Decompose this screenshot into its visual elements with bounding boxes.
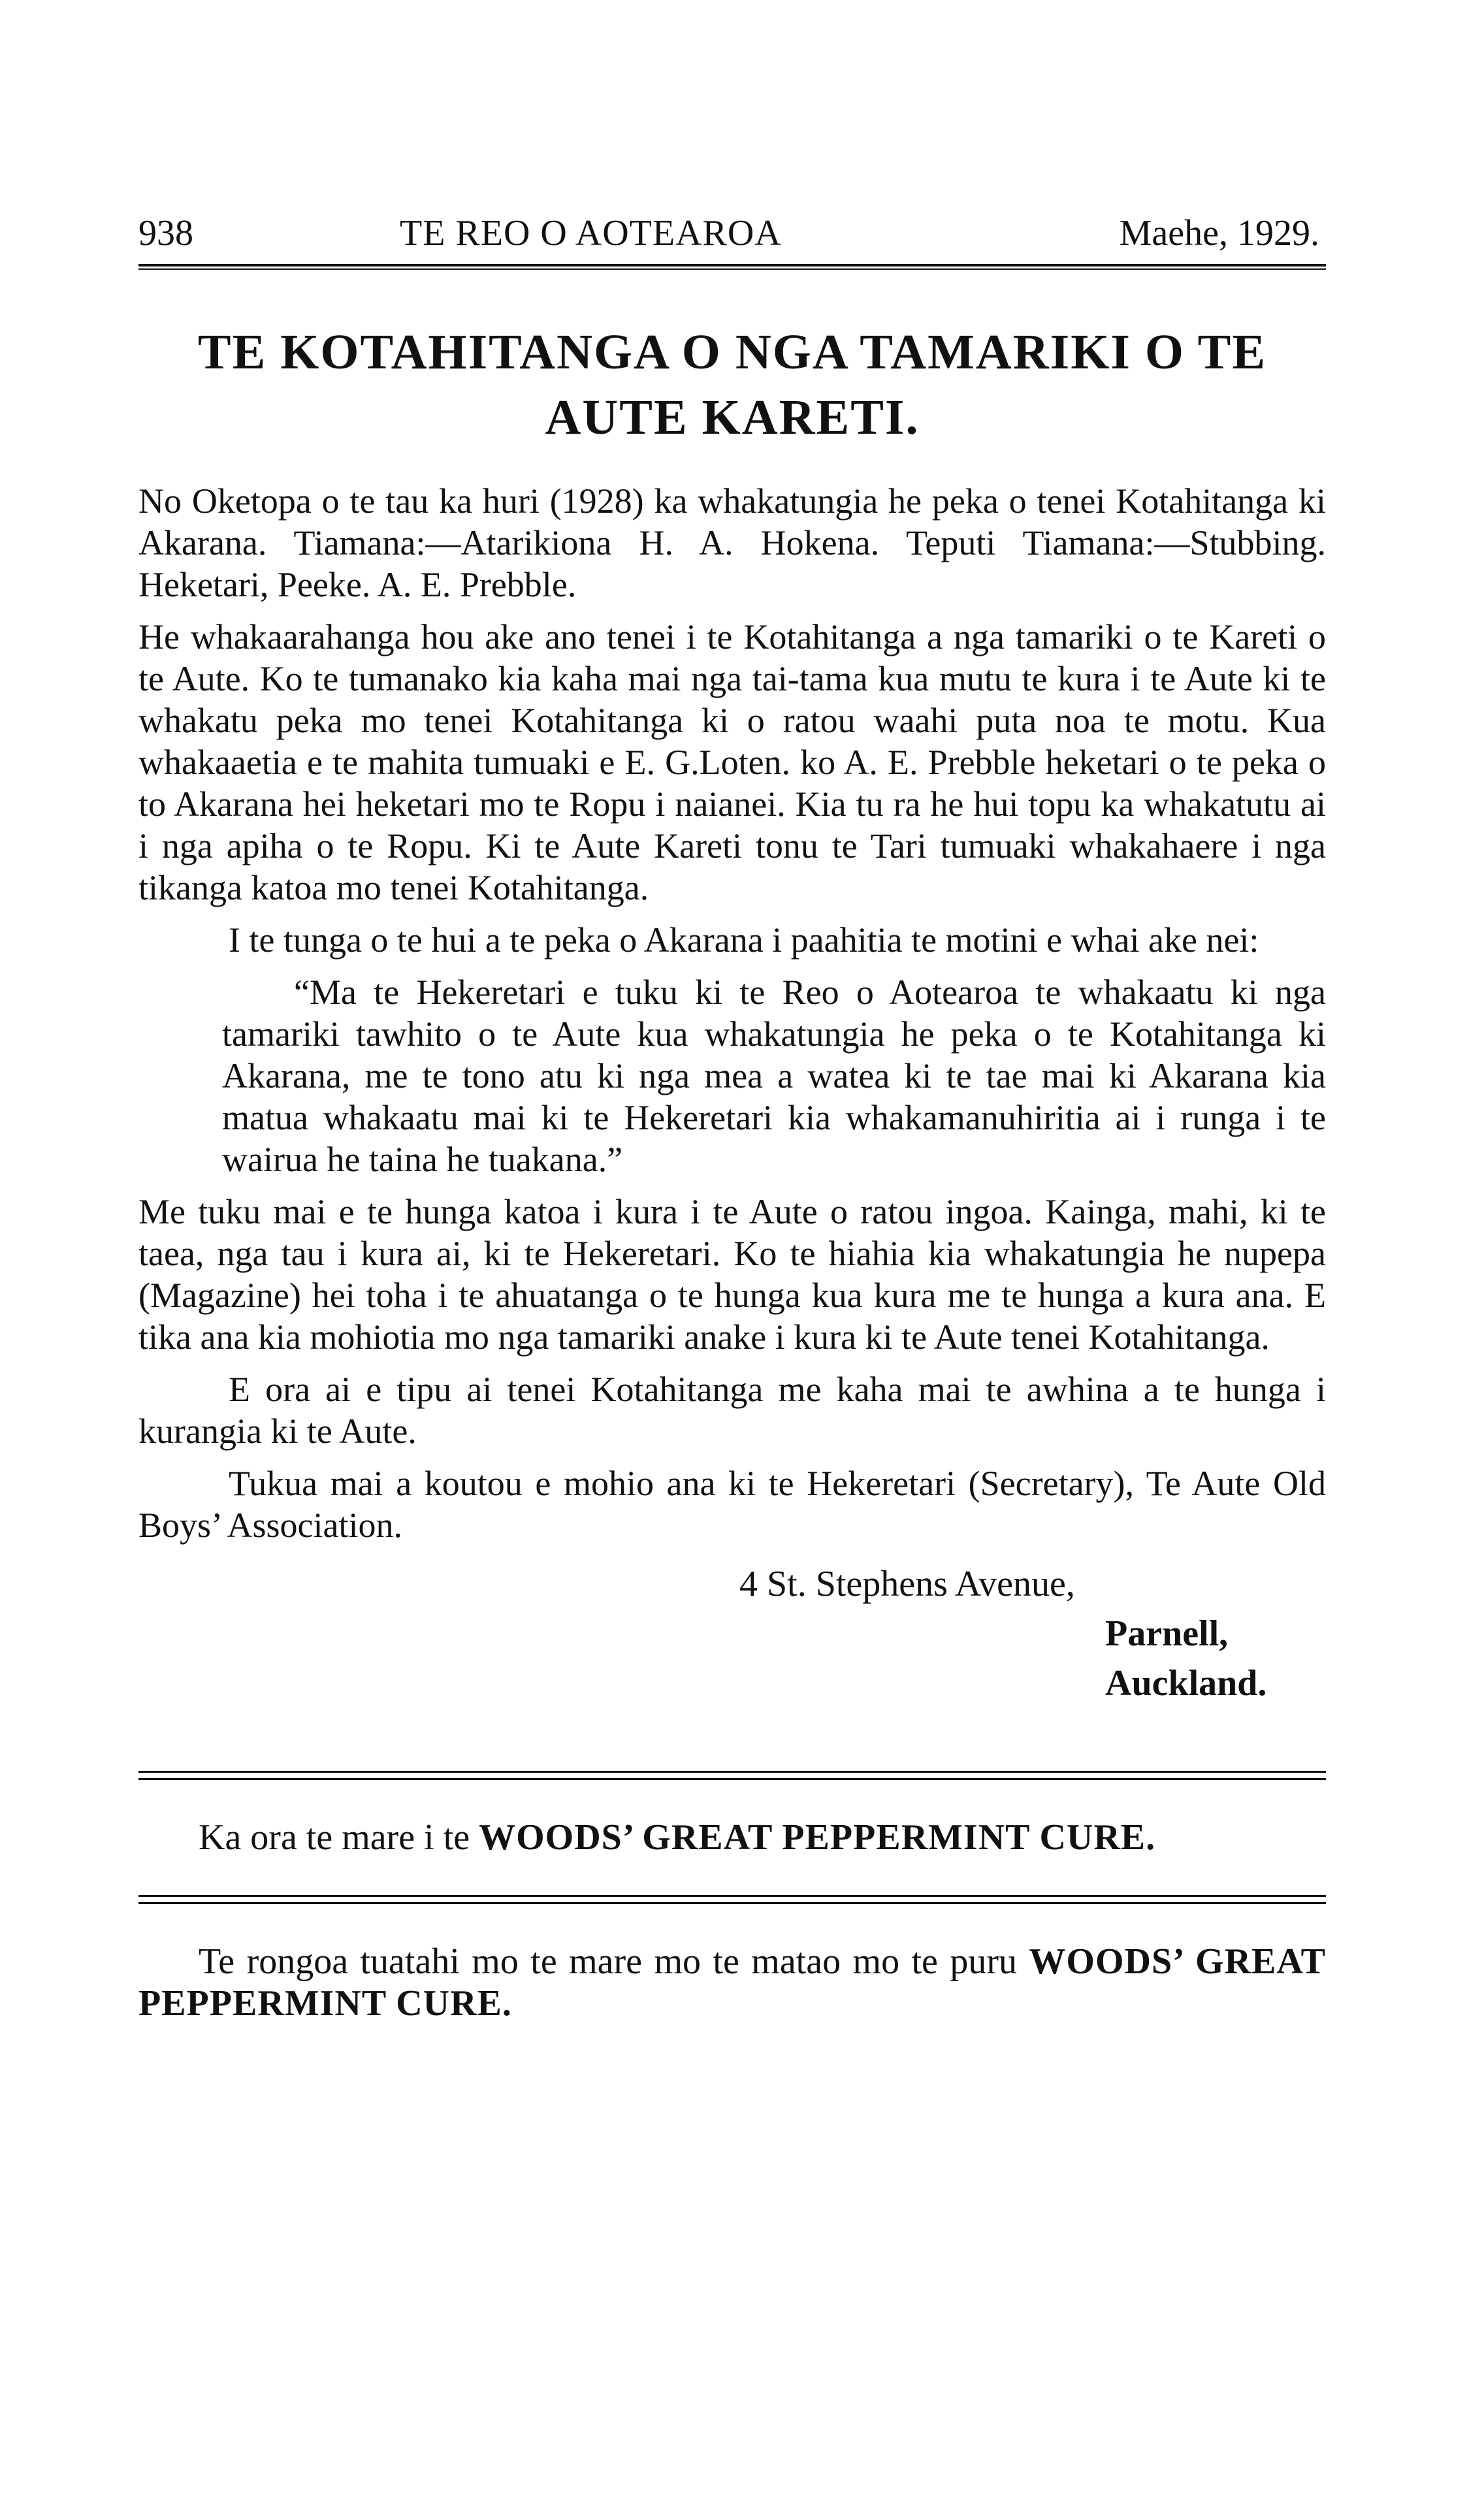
address-block (138, 1559, 1326, 1708)
address-city: Auckland. (1105, 1663, 1267, 1704)
motion-quote: “Ma te Hekeretari e tuku ki te Reo o Aotearoa te whakaatu ki nga tamariki tawhito o te Aute kua whakatungia he peka o te Kotahitanga ki Akarana, me te tono atu ki nga mea a watea ki te tae mai ki Akarana kia matua whakaatu mai ki te Hekeretari kia whakamanuhiritia ai i runga i te wairua he taina he tuakana.” (222, 973, 1326, 1179)
body-paragraph: Me tuku mai e te hunga katoa i kura i te Aute o ratou ingoa. Kainga, mahi, ki te taea, nga tau i kura ai, ki te Hekeretari. Ko te hiahia kia whakatungia he nupepa (Magazine) hei toha i te ahuatanga o te hunga kua kura me te hunga a kura ana. E tika ana kia mohiotia mo nga tamariki anake i kura ki te Aute tenei Kotahitanga. (138, 1192, 1326, 1357)
body-paragraph: I te tunga o te hui a te peka o Akarana i paahitia te motini e whai ake nei: (229, 920, 1259, 960)
body-paragraph: He whakaarahanga hou ake ano tenei i te Kotahitanga a nga tamariki o te Kareti o te Aute. Ko te tumanako kia kaha mai nga tai-tama kua mutu te kura i te Aute ki te whakatu peka mo tenei Kotahitanga ki o ratou waahi puta noa te motu. Kua whakaaetia e te mahita tumuaki e E. G.Loten. ko A. E. Prebble heketari o te peka o to Akarana hei heketari mo te Ropu i naianei. Kia tu ra he hui topu ka whakatutu ai i nga apiha o te Ropu. Ki te Aute Kareti tonu te Tari tumuaki whakahaere i nga tikanga katoa mo tenei Kotahitanga. (138, 617, 1326, 907)
body-paragraph: E ora ai e tipu ai tenei Kotahitanga me kaha mai te awhina a te hunga i kurangia ki te Aute. (138, 1370, 1326, 1451)
address-suburb: Parnell, (1105, 1613, 1229, 1654)
body-paragraph: No Oketopa o te tau ka huri (1928) ka whakatungia he peka o tenei Kotahitanga ki Akarana. Tiamana:—Atarikiona H. A. Hokena. Teputi Tiamana:—Stubbing. Heketari, Peeke. A. E. Prebble. (138, 481, 1326, 604)
issue-date: Maehe, 1929. (1119, 213, 1319, 253)
ad-lead-text: Te rongoa tuatahi mo te mare mo te matao mo te puru (199, 1941, 1029, 1982)
header-rule (138, 264, 1326, 270)
page-number: 938 (138, 213, 193, 253)
ad-lead-text: Ka ora te mare i te (199, 1817, 479, 1858)
article-title: TE KOTAHITANGA O NGA TAMARIKI O TE AUTE KARETI. (197, 325, 1267, 445)
ad-product-name: WOODS’ GREAT PEPPERMINT CURE. (479, 1817, 1156, 1858)
advertisement (138, 1941, 1326, 2024)
running-header (138, 208, 1326, 259)
section-divider (138, 1771, 1326, 1780)
advertisement (138, 1817, 1326, 1858)
body-paragraph: Tukua mai a koutou e mohio ana ki te Hekeretari (Secretary), Te Aute Old Boys’ Association. (138, 1464, 1326, 1545)
section-divider (138, 1895, 1326, 1904)
journal-title: TE REO O AOTEAROA (400, 213, 782, 253)
ad-product-name: WOODS’ GREAT PEPPERMINT CURE. (138, 1941, 1326, 2024)
address-street: 4 St. Stephens Avenue, (739, 1564, 1075, 1604)
